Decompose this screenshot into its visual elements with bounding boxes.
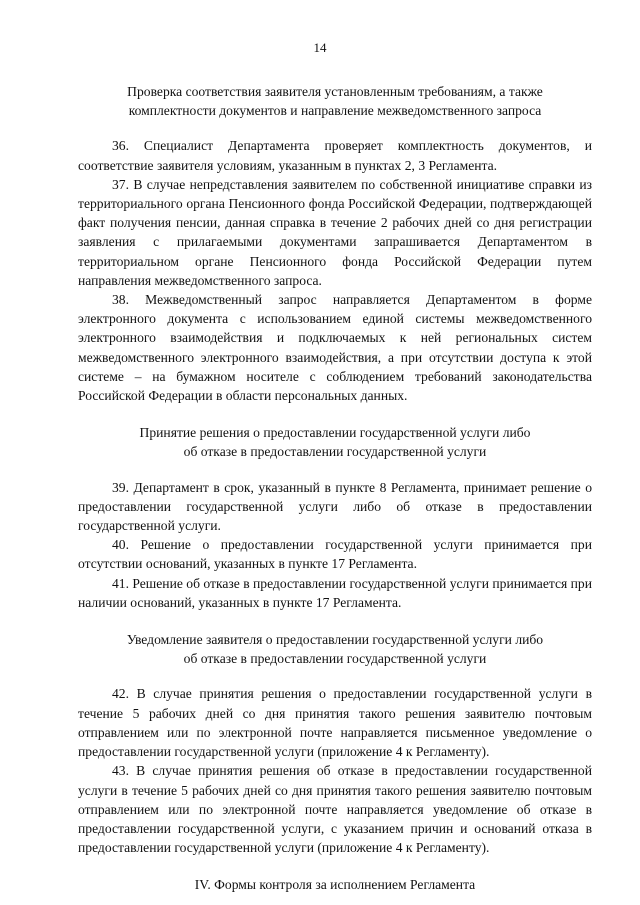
page-content (78, 82, 592, 895)
paragraph-41: 41. Решение об отказе в предоставлении государственной услуги принимается при наличии оснований, указанных в пункте 17 Регламента. (78, 575, 592, 610)
heading-line: об отказе в предоставлении государственной услуги (183, 444, 487, 460)
heading-line: комплектности документов и направление межведомственного запроса (128, 103, 542, 119)
page-number: 14 (313, 40, 327, 55)
heading-line: об отказе в предоставлении государственной услуги (183, 651, 487, 667)
heading-line: Проверка соответствия заявителя установленным требованиям, а также (127, 84, 543, 99)
paragraph-37: 37. В случае непредставления заявителем по собственной инициативе справки из территориального органа Пенсионного фонда Российской Федерации, подтверждающей факт получения пенсии, данная справка в течение 2 рабочих дней со дня регистрации заявления с прилагаемыми документами запрашивается Департаментом в территориальном органе Пенсионного фонда Российской Федерации путем направления межведомственного запроса. (78, 176, 592, 288)
heading-check (78, 82, 592, 120)
heading-line: Уведомление заявителя о предоставлении государственной услуги либо (126, 632, 544, 648)
section-iv-title: IV. Формы контроля за исполнением Регламента (194, 877, 476, 893)
heading-decision (78, 423, 592, 461)
paragraph-40: 40. Решение о предоставлении государственной услуги принимается при отсутствии оснований, указанных в пункте 17 Регламента. (78, 537, 592, 572)
heading-notify (78, 630, 592, 668)
heading-line: Принятие решения о предоставлении государственной услуги либо (139, 425, 531, 441)
paragraph-38: 38. Межведомственный запрос направляется Департаментом в форме электронного документа с использованием единой системы межведомственного электронного взаимодействия и подключаемых к ней региональных систем межведомственного электронного взаимодействия, а при отсутствии доступа к этой системе – на бумажном носителе с соблюдением требований законодательства Российской Федерации в области персональных данных. (78, 292, 592, 404)
paragraph-36: 36. Специалист Департамента проверяет комплектность документов, и соответствие заявителя условиям, указанным в пунктах 2, 3 Регламента. (78, 138, 592, 173)
paragraph-42: 42. В случае принятия решения о предоставлении государственной услуги в течение 5 рабочих дней со дня принятия такого решения заявителю почтовым отправлением или по электронной почте направляется письменное уведомление о предоставлении государственной услуги (приложение 4 к Регламенту). (78, 686, 592, 760)
paragraph-39: 39. Департамент в срок, указанный в пункте 8 Регламента, принимает решение о предоставлении государственной услуги либо об отказе в предоставлении государственной услуги. (78, 479, 592, 534)
paragraph-43: 43. В случае принятия решения об отказе в предоставлении государственной услуги в течение 5 рабочих дней со дня принятия такого решения заявителю почтовым отправлением или по электронной почте направляется уведомление об отказе в предоставлении государственной услуги, с указанием причин и оснований отказа в предоставлении государственной услуги (приложение 4 к Регламенту). (78, 763, 592, 856)
